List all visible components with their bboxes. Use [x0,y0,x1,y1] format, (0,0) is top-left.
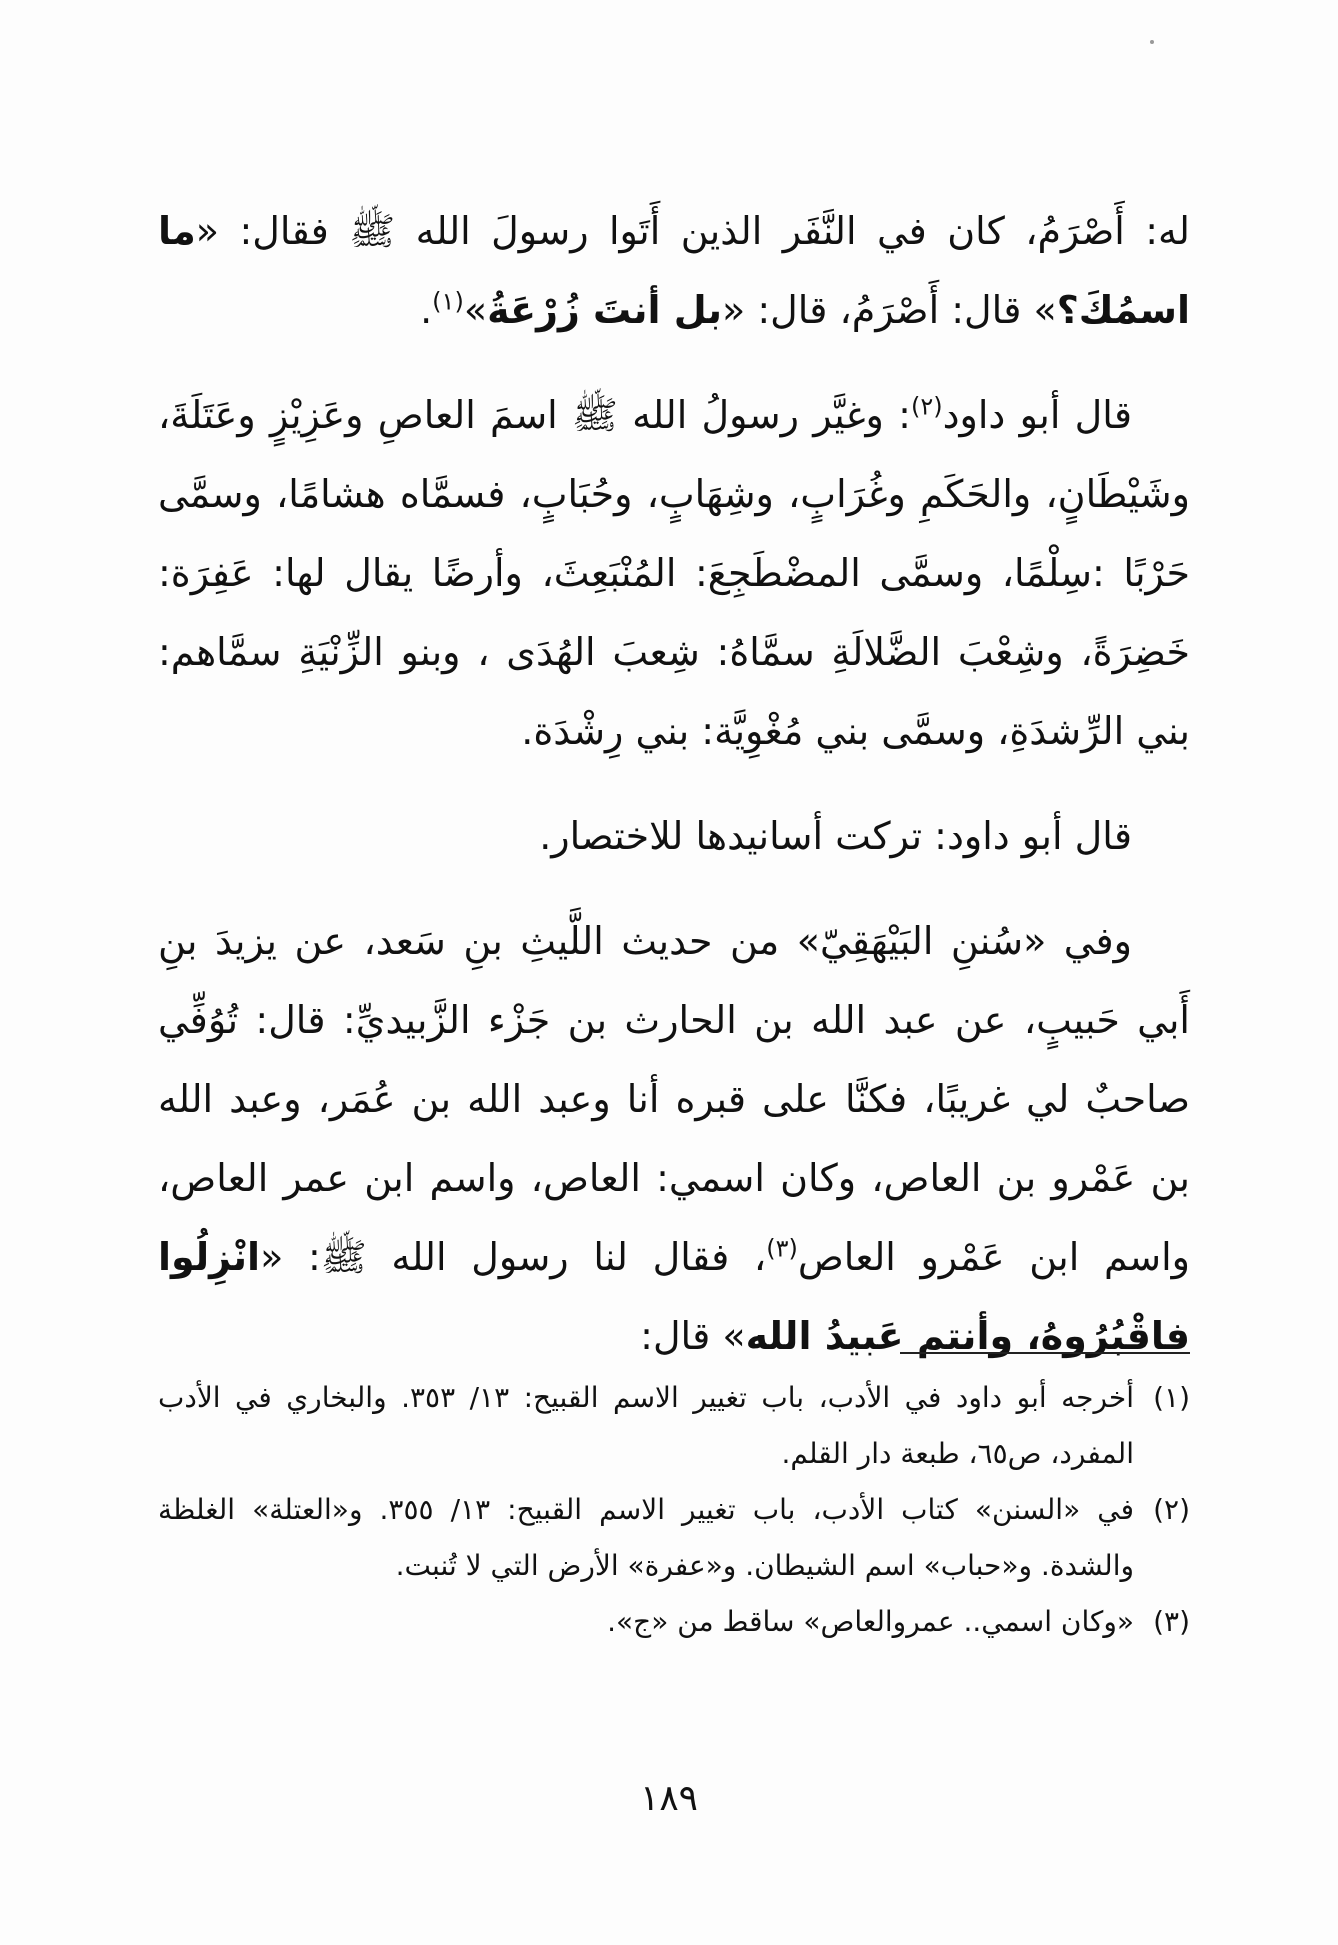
p3-text: قال أبو داود: تركت أسانيدها للاختصار. [539,814,1132,858]
p4-quote: انْزِلُوا فاقْبُرُوهُ، وأنتم عَبيدُ الله [158,1235,1190,1358]
footnote-ref-1[interactable]: (١) [432,287,464,316]
p4-text-a: وفي «سُننِ البَيْهَقِيّ» من حديث اللَّيثِ بنِ سَعد، عن يزيدَ بنِ أَبي حَبيبٍ، عن عبد الله بن الحارث بن جَزْء الزَّبيديِّ: قال: تُوُفِّي صاحبٌ لي غريبًا، فكنَّا على قبره أنا وعبد الله بن عُمَر، وعبد الله بن عَمْرو بن العاص، وكان اسمي: العاص، واسم ابن عمر العاص، واسم ابن عَمْرو العاص [158,919,1190,1279]
paragraph-2 [158,376,1190,771]
paragraph-1 [158,192,1190,350]
footnote-2 [158,1482,1190,1594]
p1-quote-2: بل أنتَ زُرْعَةُ [487,288,722,332]
footnote-1 [158,1370,1190,1482]
scan-speck [1150,40,1154,44]
p2-text-b: : وغيَّر رسولُ الله ﷺ اسمَ العاصِ وعَزِيْزٍ وعَتَلَةَ، وشَيْطَانٍ، والحَكَمِ وغُرَابٍ، وشِهَابٍ، وحُبَابٍ، فسمَّاه هشامًا، وسمَّى حَرْبًا :سِلْمًا، وسمَّى المضْطَجِعَ: المُنْبَعِثَ، وأرضًا يقال لها: عَفِرَة: خَضِرَةً، وشِعْبَ الضَّلالَةِ سمَّاهُ: شِعبَ الهُدَى ، وبنو الزِّنْيَةِ سمَّاهم: بني الرِّشدَةِ، وسمَّى بني مُغْوِيَّة: بني رِشْدَة. [158,393,1190,753]
main-text [158,192,1190,1376]
footnote-ref-2[interactable]: (٢) [910,392,943,421]
page-number: ١٨٩ [639,1778,698,1819]
p1-text-b: » قال: أَصْرَمُ، قال: « [721,288,1057,332]
footnote-text: في «السنن» كتاب الأدب، باب تغيير الاسم القبيح: ١٣/ ٣٥٥. و«العتلة» الغلظة والشدة. و«حباب» اسم الشيطان. و«عفرة» الأرض التي لا تُنبت. [158,1493,1134,1582]
p1-text-c: » [463,288,488,332]
paragraph-3 [158,797,1190,876]
p4-text-c: » قال: [640,1314,746,1358]
footnote-number: (٣) [1153,1605,1190,1638]
paragraph-4 [158,902,1190,1376]
p2-text-a: قال أبو داود [942,393,1132,437]
footnote-ref-3[interactable]: (٣) [766,1234,798,1263]
p4-text-b: ، فقال لنا رسول الله ﷺ: « [260,1235,767,1279]
footnote-text: أخرجه أبو داود في الأدب، باب تغيير الاسم القبيح: ١٣/ ٣٥٣. والبخاري في الأدب المفرد، ص٦٥، طبعة دار القلم. [158,1381,1134,1470]
footnotes [158,1370,1190,1650]
footnote-separator [900,1352,1190,1354]
footnote-number: (٢) [1153,1493,1190,1526]
footnote-number: (١) [1153,1381,1190,1414]
p1-text-a: له: أَصْرَمُ، كان في النَّفَر الذين أَتَوا رسولَ الله ﷺ فقال: « [195,209,1190,253]
p1-quote-1: ما اسمُكَ؟ [158,209,1190,332]
p1-text-d: . [420,288,433,332]
footnote-3 [158,1594,1190,1650]
footnote-text: «وكان اسمي.. عمروالعاص» ساقط من «ج». [607,1605,1134,1638]
